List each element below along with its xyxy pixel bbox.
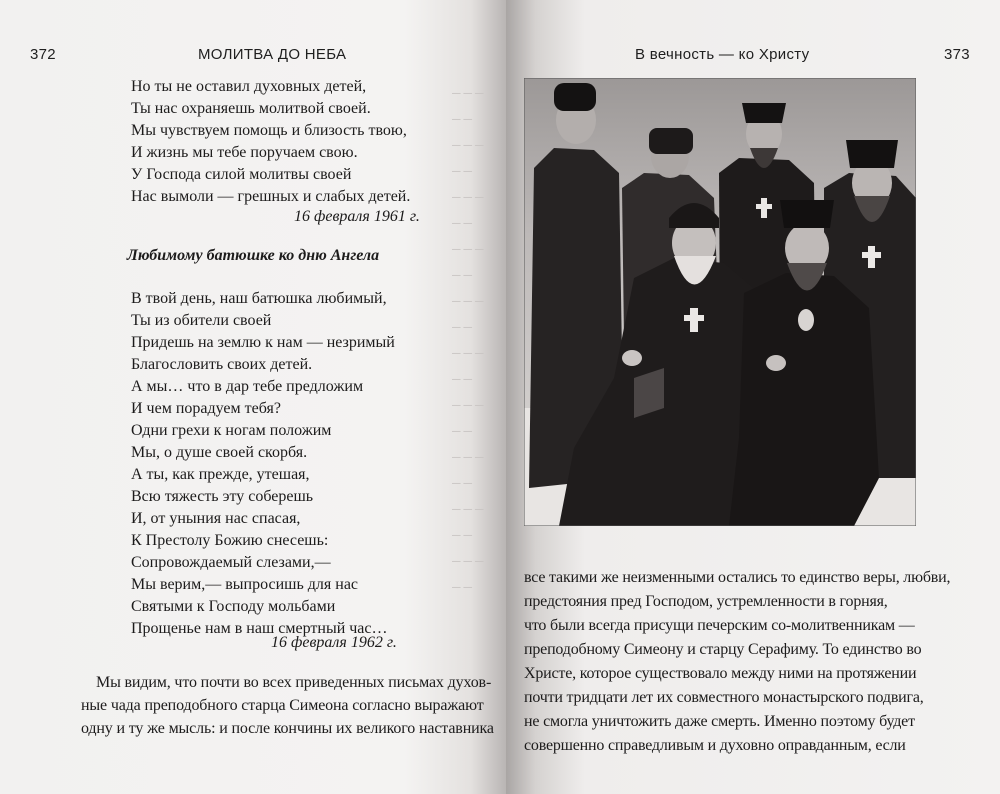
poem-line: И, от уныния нас спасая, [131, 510, 301, 527]
poem-line: У Господа силой молитвы своей [131, 166, 352, 183]
poem-line: К Престолу Божию снесешь: [131, 532, 329, 549]
prose-line: не смогла уничтожить даже смерть. Именно поэтому будет [524, 713, 915, 730]
poem-line: Благословить своих детей. [131, 356, 313, 373]
poem-line: Мы верим,— выпросишь для нас [131, 576, 359, 593]
poem-line: Прощенье нам в наш смертный час… [131, 620, 388, 637]
poem-line: В твой день, наш батюшка любимый, [131, 290, 387, 307]
poem-line: Мы чувствуем помощь и близость твою, [131, 122, 407, 139]
poem-date: 16 февраля 1962 г. [271, 634, 397, 651]
page-number-left: 372 [30, 46, 56, 63]
page-number-right: 373 [944, 46, 970, 63]
prose-line: что были всегда присущи печерским со-молитвенникам — [524, 617, 915, 634]
poem-date: 16 февраля 1961 г. [294, 208, 420, 225]
poem-line: Мы, о душе своей скорбя. [131, 444, 308, 461]
poem-line: Но ты не оставил духовных детей, [131, 78, 367, 95]
poem-line: Придешь на землю к нам — незримый [131, 334, 395, 351]
poem-line: А мы… что в дар тебе предложим [131, 378, 364, 395]
poem-line: И чем порадуем тебя? [131, 400, 281, 417]
poem-line: Нас вымоли — грешных и слабых детей. [131, 188, 411, 205]
prose-line: все такими же неизменными остались то единство веры, любви, [524, 569, 951, 586]
running-head-left: МОЛИТВА ДО НЕБА [198, 46, 347, 63]
poem-line: Ты из обители своей [131, 312, 272, 329]
poem-line: Всю тяжесть эту соберешь [131, 488, 314, 505]
prose-line: совершенно справедливым и духовно оправданным, если [524, 737, 906, 754]
prose-line: одну и ту же мысль: и после кончины их великого наставника [81, 720, 494, 737]
show-through-bleed: ─ ─ ─ ─ ─ ─ ─ ─ ─ ─ ─ ─ ─ ─ ─ ─ ─ ─ ─ ─ ─ ─ ─ ─ ─ ─ ─ ─ ─ ─ ─ ─ ─ ─ ─ ─ ─ ─ ─ ─ ─ ─ ─ ─ ─ ─ ─ ─ ─ ─ [452, 86, 484, 594]
prose-line: преподобному Симеону и старцу Серафиму. То единство во [524, 641, 922, 658]
poem-line: Сопровождаемый слезами,— [131, 554, 331, 571]
running-head-right: В вечность — ко Христу [635, 46, 810, 63]
prose-line: ные чада преподобного старца Симеона согласно выражают [81, 697, 484, 714]
prose-line: почти тридцати лет их совместного монастырского подвига, [524, 689, 924, 706]
poem-title: Любимому батюшке ко дню Ангела [126, 247, 380, 264]
poem-line: И жизнь мы тебе поручаем свою. [131, 144, 358, 161]
photo-illustration [524, 78, 916, 526]
poem-line: Ты нас охраняешь молитвой своей. [131, 100, 371, 117]
prose-line: Мы видим, что почти во всех приведенных письмах духов- [96, 674, 492, 691]
poem-line: Святыми к Господу мольбами [131, 598, 336, 615]
group-photo [524, 78, 916, 526]
prose-line: Христе, которое существовало между ними на протяжении [524, 665, 917, 682]
prose-line: предстояния пред Господом, устремленности в горняя, [524, 593, 888, 610]
poem-line: А ты, как прежде, утешая, [131, 466, 310, 483]
poem-line: Одни грехи к ногам положим [131, 422, 332, 439]
